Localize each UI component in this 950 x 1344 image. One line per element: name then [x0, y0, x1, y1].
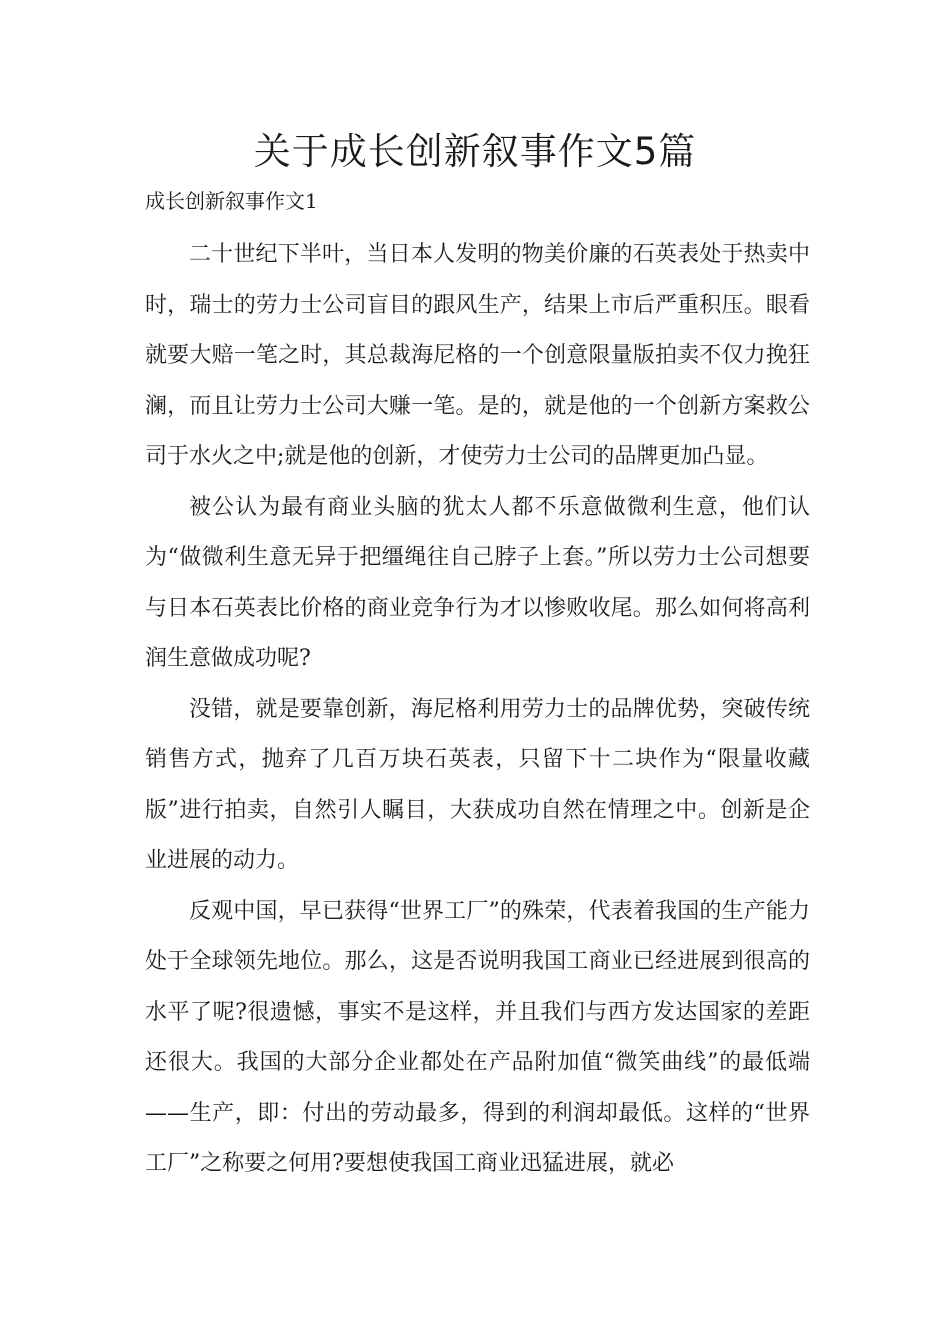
paragraph-4: 反观中国，早已获得“世界工厂”的殊荣，代表着我国的生产能力处于全球领先地位。那么，这是否说明我国工商业已经进展到很高的水平了呢?很遗憾，事实不是这样，并且我们与西方发达国家的差距还很大。我国的大部分企业都处在产品附加值“微笑曲线”的最低端——生产，即：付出的劳动最多，得到的利润却最低。这样的“世界工厂”之称要之何用?要想使我国工商业迅猛进展，就必 — [145, 898, 810, 1176]
paragraph-2: 被公认为最有商业头脑的犹太人都不乐意做微利生意，他们认为“做微利生意无异于把缰绳往自己脖子上套。”所以劳力士公司想要与日本石英表比价格的商业竞争行为才以惨败收尾。那么如何将高利润生意做成功呢? — [145, 494, 810, 671]
paragraph-3: 没错，就是要靠创新，海尼格利用劳力士的品牌优势，突破传统销售方式，抛弃了几百万块石英表，只留下十二块作为“限量收藏版”进行拍卖，自然引人瞩目，大获成功自然在情理之中。创新是企业进展的动力。 — [145, 696, 810, 873]
document-title: 关于成长创新叙事作文5篇 — [253, 130, 697, 173]
paragraph-1: 二十世纪下半叶，当日本人发明的物美价廉的石英表处于热卖中时，瑞士的劳力士公司盲目的跟风生产，结果上市后严重积压。眼看就要大赔一笔之时，其总裁海尼格的一个创意限量版拍卖不仅力挽狂澜，而且让劳力士公司大赚一笔。是的，就是他的一个创新方案救公司于水火之中;就是他的创新，才使劳力士公司的品牌更加凸显。 — [145, 242, 810, 469]
document-body — [145, 230, 810, 1190]
section-heading: 成长创新叙事作文1 — [145, 189, 318, 213]
